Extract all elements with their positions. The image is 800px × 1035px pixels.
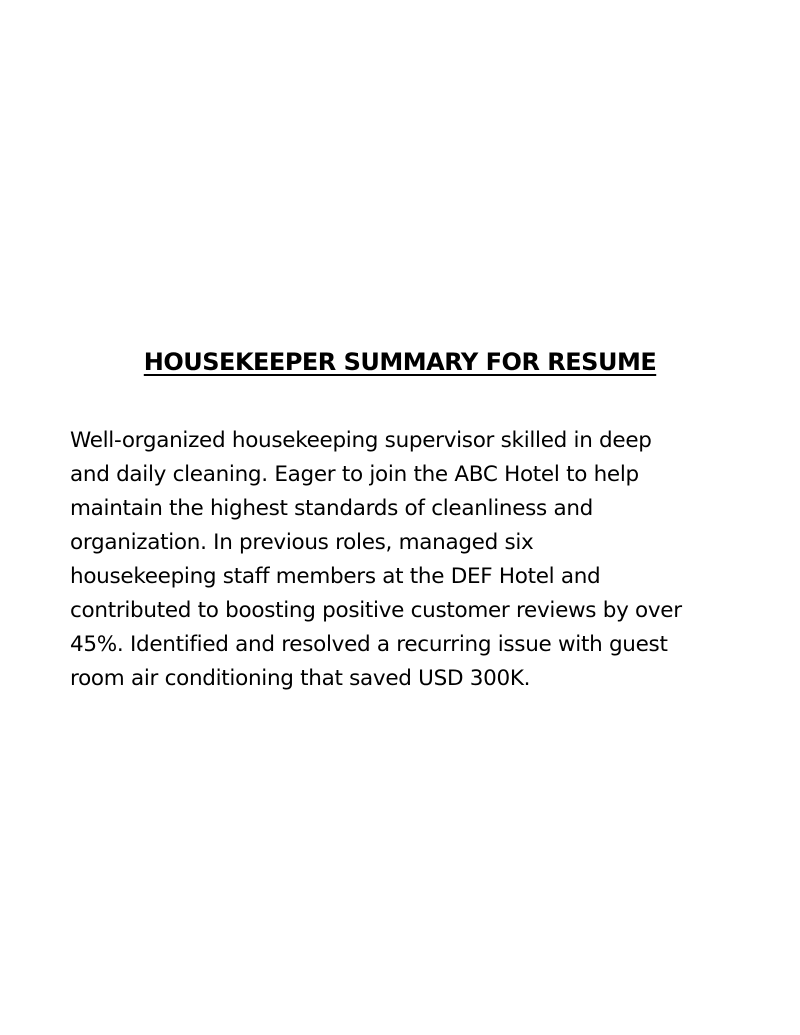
summary-line: Well-organized housekeeping supervisor skilled in deep: [70, 428, 652, 453]
summary-line: room air conditioning that saved USD 300K.: [70, 666, 531, 691]
summary-line: 45%. Identified and resolved a recurring issue with guest: [70, 632, 668, 657]
document-title: HOUSEKEEPER SUMMARY FOR RESUME: [143, 348, 657, 376]
summary-line: maintain the highest standards of cleanliness and: [70, 496, 594, 521]
summary-line: organization. In previous roles, managed six: [70, 530, 534, 555]
summary-paragraph: [70, 424, 740, 696]
summary-line: and daily cleaning. Eager to join the ABC Hotel to help: [70, 462, 639, 487]
summary-line: contributed to boosting positive customer reviews by over: [70, 598, 682, 623]
summary-line: housekeeping staff members at the DEF Hotel and: [70, 564, 601, 589]
